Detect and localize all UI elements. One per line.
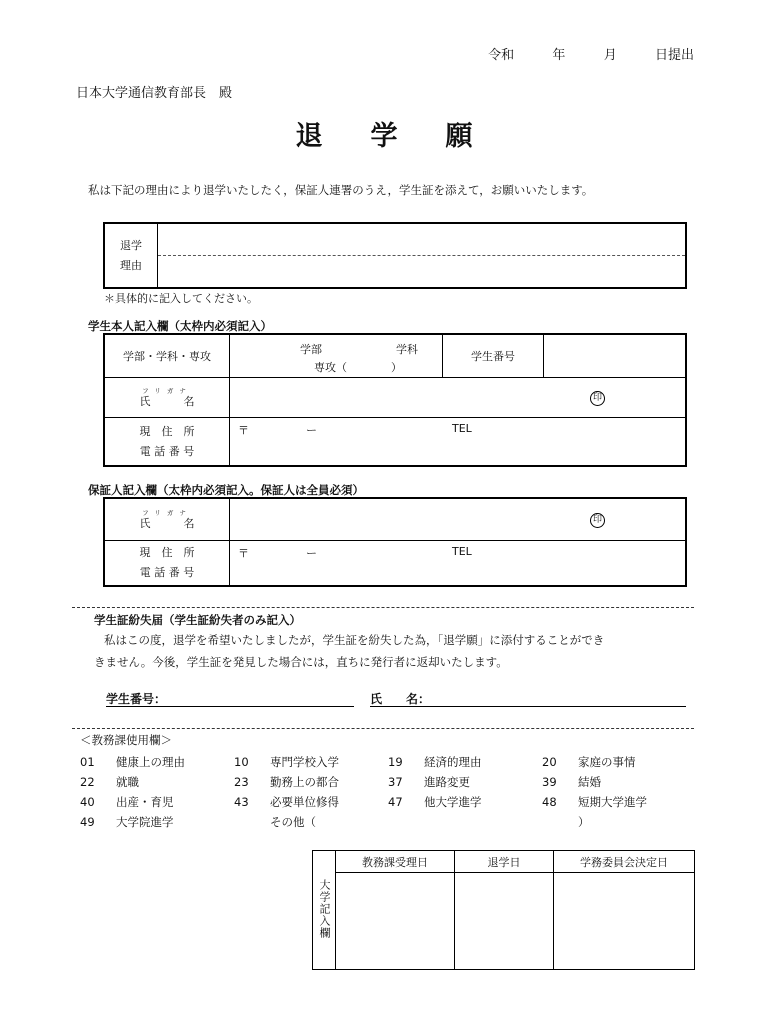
col-withdrawal-date: 退学日 (455, 851, 554, 873)
reason-code-label: 大学院進学 (116, 815, 174, 829)
student-name-label: フリガナ 氏 名 (105, 378, 230, 418)
reason-code-label: 出産・育児 (116, 795, 174, 809)
student-name-input[interactable] (230, 378, 686, 418)
reason-code-label: 経済的理由 (424, 755, 482, 769)
reason-code-label: 進路変更 (424, 775, 470, 789)
reason-code-number: 37 (388, 775, 403, 789)
reason-label: 退学 理由 (105, 224, 158, 288)
col-committee-date: 学務委員会決定日 (554, 851, 695, 873)
code-row (80, 752, 696, 772)
col-receipt-date: 教務課受理日 (336, 851, 455, 873)
reason-box (104, 223, 686, 288)
seal-icon: 印 (590, 513, 605, 528)
lost-card-student-no-label: 学生番号： (106, 692, 167, 706)
postal-dash: ー (306, 424, 317, 437)
university-side-label: 大学記入欄 (313, 851, 336, 970)
submission-date-line (488, 44, 694, 63)
divider-dashed (72, 607, 694, 608)
student-no-label: 学生番号 (443, 335, 544, 378)
lost-card-text-1: 私はこの度，退学を希望いたしましたが，学生証を紛失した為，「退学願」に添付することができ (104, 633, 605, 647)
reason-code-label: 他大学進学 (424, 795, 482, 809)
postal-mark: 〒 (238, 547, 249, 560)
guarantor-address-input[interactable] (230, 541, 686, 586)
guarantor-name-input[interactable] (230, 499, 686, 541)
day-submit-label: 日提出 (654, 48, 694, 63)
faculty-label: 学部 (300, 343, 322, 356)
reason-code-number: 48 (542, 795, 557, 809)
month-label: 月 (603, 48, 617, 63)
dept-label: 学部・学科・専攻 (105, 335, 230, 378)
reason-code-label: 勤務上の都合 (270, 775, 339, 789)
reason-code-number: 23 (234, 775, 249, 789)
lost-card-text-2: きません。今後，学生証を発見した場合には，直ちに発行者に返却いたします。 (94, 655, 508, 669)
reason-code-label: 結婚 (578, 775, 601, 789)
reason-code-label: ） (578, 815, 590, 829)
year-label: 年 (552, 48, 566, 63)
postal-mark: 〒 (238, 424, 249, 437)
guarantor-address-label: 現 住 所 電 話 番 号 (105, 541, 230, 586)
student-no-input[interactable] (544, 335, 686, 378)
reason-code-number: 01 (80, 755, 95, 769)
lost-card-name-label: 氏 名： (370, 692, 431, 706)
reason-code-label: 健康上の理由 (116, 755, 185, 769)
reason-code-label: 家庭の事情 (578, 755, 636, 769)
reason-code-number: 39 (542, 775, 557, 789)
receipt-date-cell[interactable] (336, 873, 455, 970)
student-address-label: 現 住 所 電 話 番 号 (105, 418, 230, 466)
guarantor-info-table (104, 498, 686, 586)
student-info-table (104, 334, 686, 466)
reason-note: ＊具体的に記入してください。 (104, 292, 258, 305)
lost-card-heading: 学生証紛失届（学生証紛失者のみ記入） (94, 613, 301, 627)
tel-label: TEL (452, 422, 472, 435)
seal-icon: 印 (590, 391, 605, 406)
reason-code-label: 専門学校入学 (270, 755, 339, 769)
reason-code-number: 47 (388, 795, 403, 809)
reason-code-label: 必要単位修得 (270, 795, 339, 809)
reason-input-line-1[interactable] (158, 224, 686, 256)
lost-card-student-no-field[interactable] (106, 690, 354, 707)
guarantor-name-label: フリガナ 氏 名 (105, 499, 230, 541)
reason-input-line-2[interactable] (158, 256, 686, 288)
committee-date-cell[interactable] (554, 873, 695, 970)
code-row (80, 812, 696, 832)
reason-code-number: 10 (234, 755, 249, 769)
department-label: 学科 (396, 343, 418, 356)
reason-code-list (80, 752, 696, 832)
reason-code-number: 19 (388, 755, 403, 769)
student-address-input[interactable] (230, 418, 686, 466)
dept-input[interactable] (230, 335, 443, 378)
reason-code-label: 就職 (116, 775, 139, 789)
furigana-label: フリガナ (142, 386, 192, 395)
student-section-heading: 学生本人記入欄（太枠内必須記入） (88, 319, 272, 333)
reason-code-label: その他（ (270, 815, 316, 829)
office-use-heading: ＜教務課使用欄＞ (80, 733, 172, 747)
reason-code-number: 20 (542, 755, 557, 769)
guarantor-section-heading: 保証人記入欄（太枠内必須記入。保証人は全員必須） (88, 483, 364, 497)
page-title: 退学願 (295, 121, 521, 152)
tel-label: TEL (452, 545, 472, 558)
withdrawal-date-cell[interactable] (455, 873, 554, 970)
reason-code-number: 22 (80, 775, 95, 789)
reason-code-label: 短期大学進学 (578, 795, 647, 809)
era-label: 令和 (488, 48, 515, 63)
divider-dashed (72, 728, 694, 729)
lost-card-name-field[interactable] (370, 690, 686, 707)
addressee: 日本大学通信教育部長 殿 (76, 86, 233, 101)
major-label: 専攻（ ） (314, 361, 402, 374)
reason-code-number: 49 (80, 815, 95, 829)
reason-code-number: 43 (234, 795, 249, 809)
postal-dash: ー (306, 547, 317, 560)
code-row (80, 772, 696, 792)
reason-code-number: 40 (80, 795, 95, 809)
intro-text: 私は下記の理由により退学いたしたく，保証人連署のうえ，学生証を添えて，お願いいたします。 (88, 183, 594, 197)
code-row (80, 792, 696, 812)
university-use-table (312, 850, 695, 970)
